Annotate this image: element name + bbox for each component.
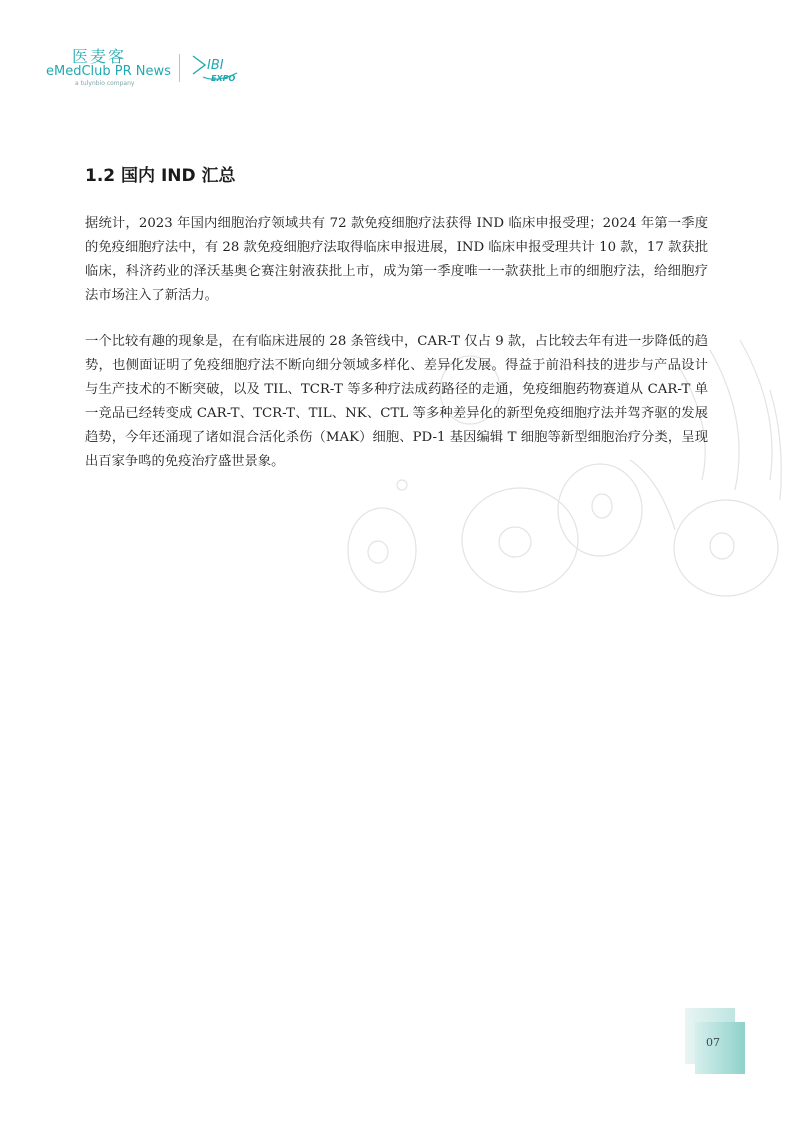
emedclub-logo-tagline: a tulynbio company <box>75 80 135 87</box>
ibi-logo-text: IBI <box>207 58 224 73</box>
paragraph-pipeline-trends: 一个比较有趣的现象是，在有临床进展的 28 条管线中，CAR-T 仅占 9 款，占比较去年有进一步降低的趋势，也侧面证明了免疫细胞疗法不断向细分领域多样化、差异化发展。得益于前沿科技的进步与产品设计与生产技术的不断突破，以及 TIL、TCR-T 等多种疗法成药路径的走通，免疫细胞药物赛道从 CAR-T 单一竞品已经转变成 CAR-T、TCR-T、TIL、NK、CTL 等多种差异化的新型免疫细胞疗法并驾齐驱的发展趋势，今年还涌现了诸如混合活化杀伤（MAK）细胞、PD-1 基因编辑 T 细胞等新型细胞治疗分类，呈现出百家争鸣的免疫治疗盛世景象。 <box>85 334 708 469</box>
page-number-tab <box>685 1008 745 1074</box>
section-title: 1.2 国内 IND 汇总 <box>85 166 236 186</box>
emedclub-logo-chinese: 医麦客 <box>72 47 127 66</box>
page-number: 07 <box>706 1036 720 1049</box>
emedclub-logo-english: eMedClub PR News <box>46 64 171 79</box>
logo-divider <box>179 54 180 82</box>
expo-logo-text: EXPO <box>211 74 236 83</box>
ibi-expo-logo <box>187 52 243 86</box>
article-body <box>85 212 708 496</box>
header <box>46 44 266 94</box>
paragraph-ind-statistics: 据统计，2023 年国内细胞治疗领域共有 72 款免疫细胞疗法获得 IND 临床申报受理；2024 年第一季度的免疫细胞疗法中，有 28 款免疫细胞疗法取得临床申报进展，IND 临床申报受理共计 10 款，17 款获批临床，科济药业的泽沃基奥仑赛注射液获批上市，成为第一季度唯一一款获批上市的细胞疗法，给细胞疗法市场注入了新活力。 <box>85 216 708 303</box>
